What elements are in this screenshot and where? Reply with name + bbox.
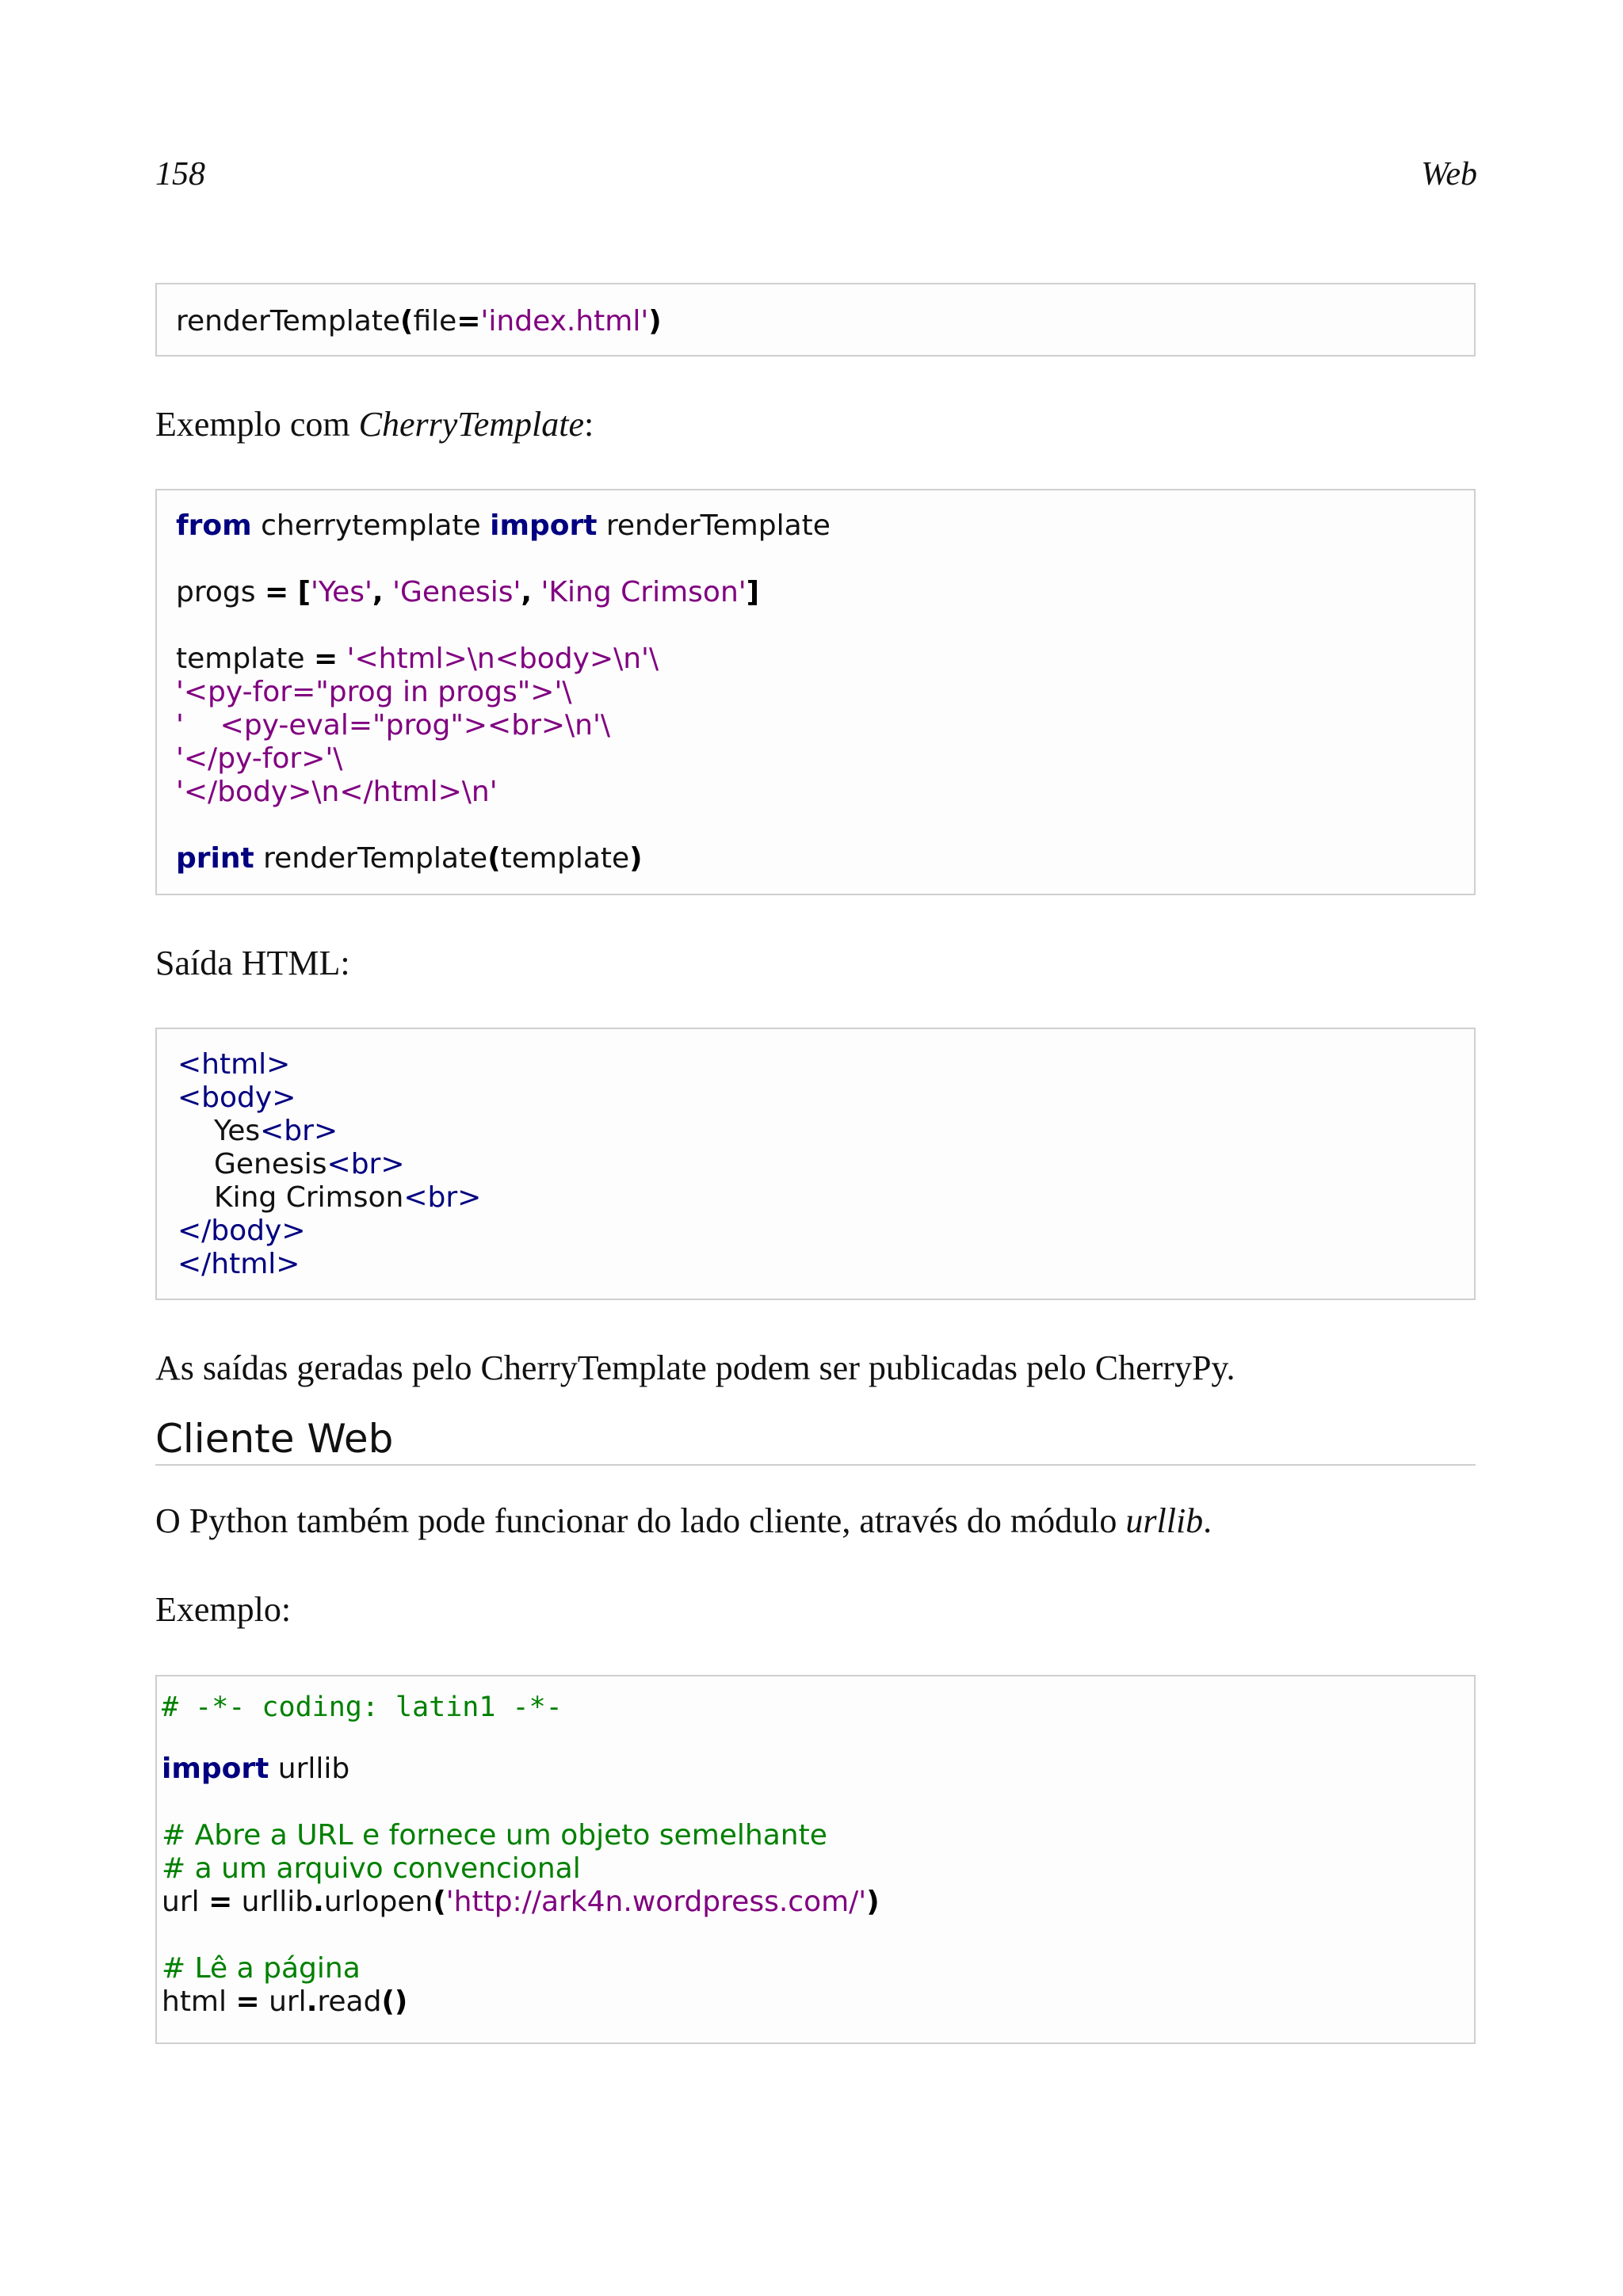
page-number: 158 [155, 156, 205, 193]
code-line: <html> [178, 1048, 291, 1081]
code-line: </html> [178, 1248, 300, 1280]
code-line: from cherrytemplate import renderTemplate [176, 509, 831, 542]
code-line: template = '<html>\n<body>\n'\ [176, 643, 659, 675]
code-line: progs = ['Yes', 'Genesis', 'King Crimson'] [176, 576, 760, 608]
paragraph-html-output: Saída HTML: [155, 944, 350, 982]
code-line: </body> [178, 1215, 306, 1247]
paragraph-example: Exemplo: [155, 1590, 292, 1629]
paragraph-client-intro: O Python também pode funcionar do lado cliente, através do módulo urllib. [155, 1501, 1212, 1540]
code-line: '</body>\n</html>\n' [176, 776, 498, 808]
paragraph-cherrypy-note: As saídas geradas pelo CherryTemplate podem ser publicadas pelo CherryPy. [155, 1348, 1235, 1387]
code-line: # Abre a URL e fornece um objeto semelhante [162, 1819, 827, 1852]
code-line: # Lê a página [162, 1952, 361, 1985]
section-heading: Cliente Web [155, 1415, 1476, 1466]
code-line: html = url.read() [162, 1985, 408, 2018]
code-block-render-call [155, 283, 1476, 357]
code-line: Yes<br> [214, 1115, 338, 1147]
code-line: # a um arquivo convencional [162, 1852, 581, 1885]
code-block-urllib [155, 1675, 1476, 2044]
code-block-html-output [155, 1028, 1476, 1300]
paragraph-example-cherrytemplate: Exemplo com CherryTemplate: [155, 405, 594, 444]
code-line: <body> [178, 1081, 296, 1114]
code-line: print renderTemplate(template) [176, 842, 643, 875]
code-line: import urllib [162, 1753, 350, 1785]
code-block-cherrytemplate [155, 489, 1476, 895]
code-line: # -*- coding: latin1 -*- [162, 1691, 563, 1723]
code-line: '</py-for>'\ [176, 742, 343, 775]
code-line: url = urllib.urlopen('http://ark4n.wordpress.com/') [162, 1886, 880, 1918]
code-line: renderTemplate(file='index.html') [176, 305, 662, 338]
code-line: King Crimson<br> [214, 1181, 482, 1214]
code-line: Genesis<br> [214, 1148, 405, 1180]
running-header: Web [1421, 156, 1477, 193]
code-line: ' <py-eval="prog"><br>\n'\ [176, 709, 610, 742]
code-line: '<py-for="prog in progs">'\ [176, 676, 572, 708]
